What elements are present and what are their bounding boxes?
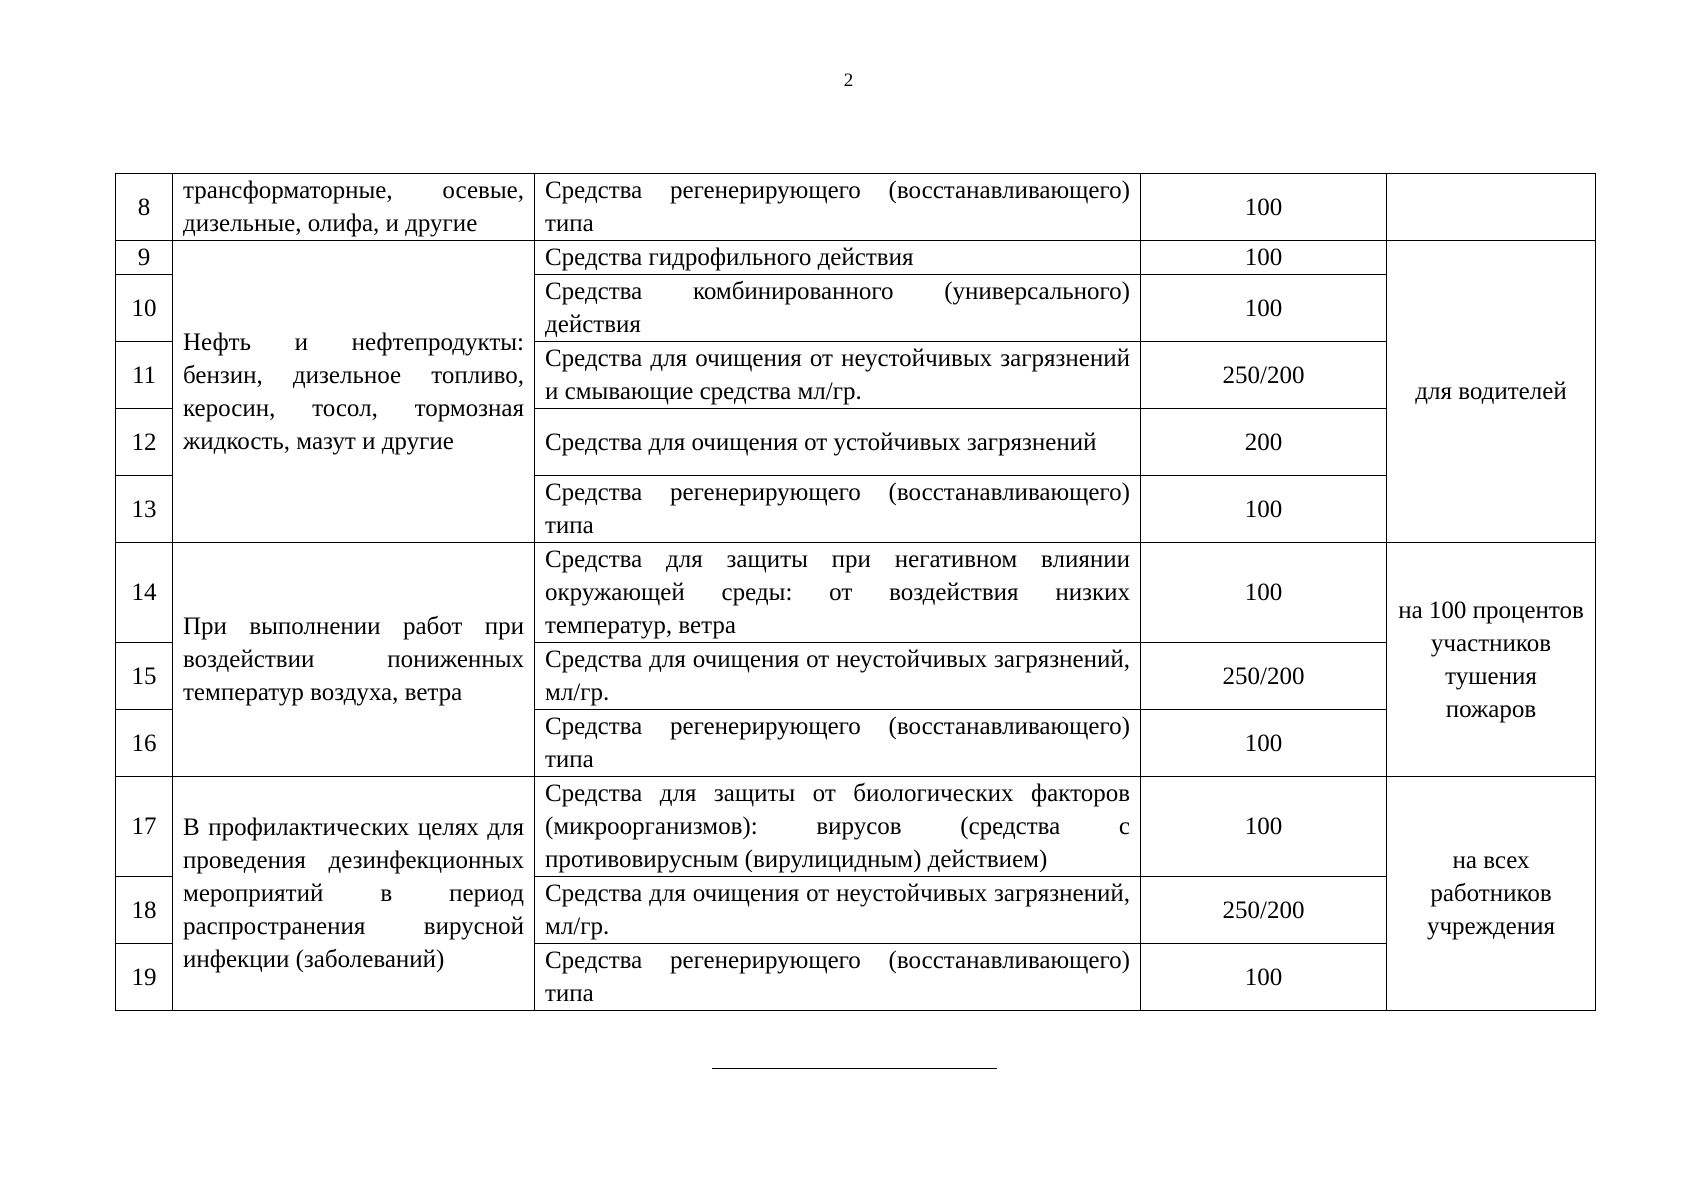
- note-cell: [1387, 174, 1596, 241]
- means-cell: Средства для защиты при негативном влиянии окружающей среды: от воздействия низких температур, ветра: [535, 543, 1141, 643]
- table-row: [116, 777, 1596, 877]
- norm-cell: 100: [1141, 543, 1387, 643]
- norm-cell: 250/200: [1141, 643, 1387, 710]
- row-number: 9: [116, 241, 173, 275]
- row-number: 14: [116, 543, 173, 643]
- row-number: 13: [116, 476, 173, 543]
- means-cell: Средства регенерирующего (восстанавливающего) типа: [535, 944, 1141, 1011]
- material-cell: При выполнении работ при воздействии пониженных температур воздуха, ветра: [173, 543, 535, 777]
- table-row: [116, 543, 1596, 643]
- means-cell: Средства для очищения от неустойчивых загрязнений и смывающие средства мл/гр.: [535, 342, 1141, 409]
- norms-table: [115, 173, 1596, 1011]
- material-cell: Нефть и нефтепродукты: бензин, дизельное топливо, керосин, тосол, тормозная жидкость, мазут и другие: [173, 241, 535, 543]
- material-cell: В профилактических целях для проведения дезинфекционных мероприятий в период распространения вирусной инфекции (заболеваний): [173, 777, 535, 1011]
- norm-cell: 250/200: [1141, 877, 1387, 944]
- norm-cell: 100: [1141, 241, 1387, 275]
- row-number: 10: [116, 275, 173, 342]
- means-cell: Средства для очищения от неустойчивых загрязнений, мл/гр.: [535, 877, 1141, 944]
- table-row: [116, 241, 1596, 275]
- note-cell: для водителей: [1387, 241, 1596, 543]
- note-cell: на 100 процентов участников тушения пожаров: [1387, 543, 1596, 777]
- means-cell: Средства для очищения от устойчивых загрязнений: [535, 409, 1141, 476]
- means-cell: Средства для очищения от неустойчивых загрязнений, мл/гр.: [535, 643, 1141, 710]
- row-number: 15: [116, 643, 173, 710]
- norm-cell: 100: [1141, 275, 1387, 342]
- row-number: 16: [116, 710, 173, 777]
- end-rule: [712, 1068, 997, 1069]
- means-cell: Средства регенерирующего (восстанавливающего) типа: [535, 710, 1141, 777]
- means-cell: Средства для защиты от биологических факторов (микроорганизмов): вирусов (средства с противовирусным (вирулицидным) действием): [535, 777, 1141, 877]
- table-row: [116, 174, 1596, 241]
- material-cell: трансформаторные, осевые, дизельные, олифа, и другие: [173, 174, 535, 241]
- page-number: 2: [843, 70, 854, 91]
- row-number: 8: [116, 174, 173, 241]
- row-number: 18: [116, 877, 173, 944]
- norm-cell: 100: [1141, 174, 1387, 241]
- norm-cell: 100: [1141, 476, 1387, 543]
- note-cell: на всех работников учреждения: [1387, 777, 1596, 1011]
- row-number: 17: [116, 777, 173, 877]
- row-number: 11: [116, 342, 173, 409]
- norm-cell: 250/200: [1141, 342, 1387, 409]
- means-cell: Средства регенерирующего (восстанавливающего) типа: [535, 174, 1141, 241]
- row-number: 19: [116, 944, 173, 1011]
- means-cell: Средства регенерирующего (восстанавливающего) типа: [535, 476, 1141, 543]
- norm-cell: 100: [1141, 944, 1387, 1011]
- norm-cell: 100: [1141, 777, 1387, 877]
- norm-cell: 200: [1141, 409, 1387, 476]
- norm-cell: 100: [1141, 710, 1387, 777]
- means-cell: Средства гидрофильного действия: [535, 241, 1141, 275]
- means-cell: Средства комбинированного (универсального) действия: [535, 275, 1141, 342]
- row-number: 12: [116, 409, 173, 476]
